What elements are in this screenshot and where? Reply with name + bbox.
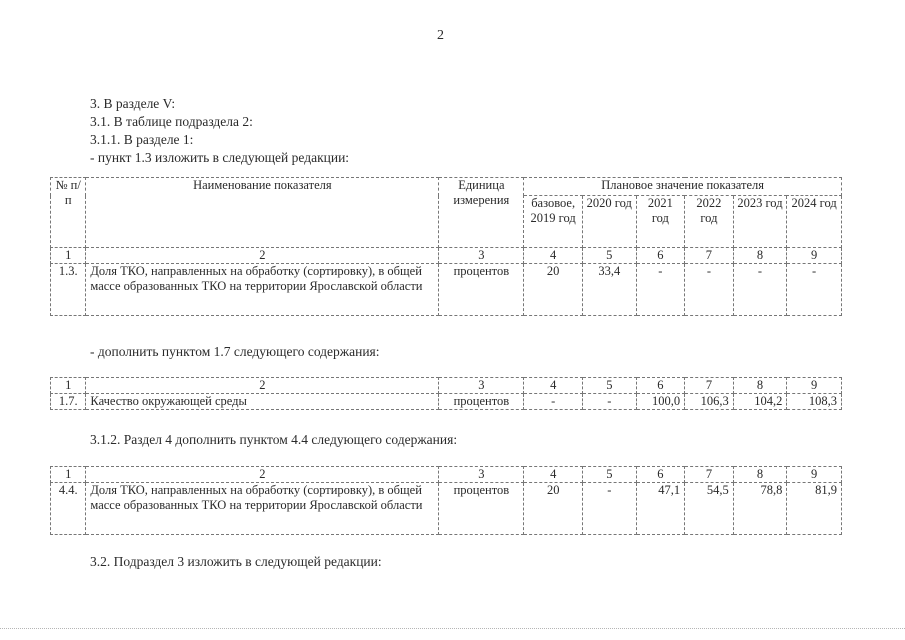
value-2022: 106,3 (685, 394, 734, 410)
table-row (51, 483, 842, 535)
value-2021: 100,0 (636, 394, 685, 410)
paragraph-table-subsection-2: 3.1. В таблице подраздела 2: (90, 114, 253, 129)
paragraph-item-1-7-intro: - дополнить пунктом 1.7 следующего содержания: (90, 344, 380, 359)
col-number: 3 (439, 248, 524, 264)
col-number: 9 (787, 248, 842, 264)
header-plan-value: Плановое значение показателя (524, 178, 842, 196)
col-number: 7 (685, 467, 734, 483)
col-number: 1 (51, 248, 86, 264)
row-num: 4.4. (51, 483, 86, 535)
indicators-table-3 (50, 466, 842, 535)
header-year-2020: 2020 год (582, 196, 636, 248)
value-base: - (524, 394, 583, 410)
col-number: 9 (787, 467, 842, 483)
value-2023: - (733, 264, 787, 316)
col-number: 5 (583, 467, 637, 483)
value-2021: - (636, 264, 685, 316)
header-num: № п/п (51, 178, 86, 248)
row-indicator-name: Доля ТКО, направленных на обработку (сортировку), в общей массе образованных ТКО на территории Ярославской области (86, 483, 439, 535)
paragraph-section-v: 3. В разделе V: (90, 96, 176, 111)
col-number: 6 (636, 248, 685, 264)
header-year-2022: 2022 год (685, 196, 734, 248)
header-year-2023: 2023 год (733, 196, 787, 248)
col-number: 5 (583, 378, 637, 394)
value-2022: - (685, 264, 734, 316)
value-2020: - (583, 483, 637, 535)
header-year-2024: 2024 год (787, 196, 842, 248)
col-number: 2 (86, 378, 439, 394)
row-unit: процентов (439, 264, 524, 316)
value-2024: - (787, 264, 842, 316)
col-number: 4 (524, 467, 583, 483)
value-2023: 78,8 (733, 483, 787, 535)
col-number: 4 (524, 378, 583, 394)
row-num: 1.3. (51, 264, 86, 316)
header-indicator-name: Наименование показателя (86, 178, 439, 248)
paragraph-item-1-3-intro: - пункт 1.3 изложить в следующей редакции: (90, 150, 350, 165)
col-number: 1 (51, 467, 86, 483)
value-base: 20 (524, 264, 583, 316)
paragraph-subsection-3: 3.2. Подраздел 3 изложить в следующей редакции: (90, 554, 382, 569)
table-row (51, 264, 842, 316)
col-number: 8 (733, 378, 787, 394)
col-number: 4 (524, 248, 583, 264)
row-num: 1.7. (51, 394, 86, 410)
col-number: 1 (51, 378, 86, 394)
value-base: 20 (524, 483, 583, 535)
col-number: 6 (636, 378, 685, 394)
paragraph-section-1: 3.1.1. В разделе 1: (90, 132, 194, 147)
row-indicator-name: Доля ТКО, направленных на обработку (сортировку), в общей массе образованных ТКО на территории Ярославской области (86, 264, 439, 316)
col-number: 8 (733, 467, 787, 483)
col-number: 7 (685, 378, 734, 394)
value-2023: 104,2 (733, 394, 787, 410)
col-number: 3 (439, 467, 524, 483)
table-row (51, 394, 842, 410)
value-2020: - (583, 394, 637, 410)
header-year-2021: 2021 год (636, 196, 685, 248)
row-unit: процентов (439, 394, 524, 410)
col-number: 9 (787, 378, 842, 394)
value-2024: 81,9 (787, 483, 842, 535)
indicators-table-2 (50, 377, 842, 410)
col-number: 2 (86, 467, 439, 483)
col-number: 3 (439, 378, 524, 394)
header-unit: Единица измерения (439, 178, 524, 248)
col-number: 7 (685, 248, 734, 264)
paragraph-item-4-4-intro: 3.1.2. Раздел 4 дополнить пунктом 4.4 следующего содержания: (90, 432, 458, 447)
row-indicator-name: Качество окружающей среды (86, 394, 439, 410)
value-2024: 108,3 (787, 394, 842, 410)
col-number: 8 (733, 248, 787, 264)
value-2022: 54,5 (685, 483, 734, 535)
col-number: 5 (582, 248, 636, 264)
scan-edge-divider (0, 628, 905, 629)
value-2021: 47,1 (636, 483, 685, 535)
row-unit: процентов (439, 483, 524, 535)
col-number: 6 (636, 467, 685, 483)
header-year-base: базовое, 2019 год (524, 196, 583, 248)
indicators-table-1 (50, 177, 842, 316)
page-number: 2 (437, 28, 444, 43)
col-number: 2 (86, 248, 439, 264)
value-2020: 33,4 (582, 264, 636, 316)
